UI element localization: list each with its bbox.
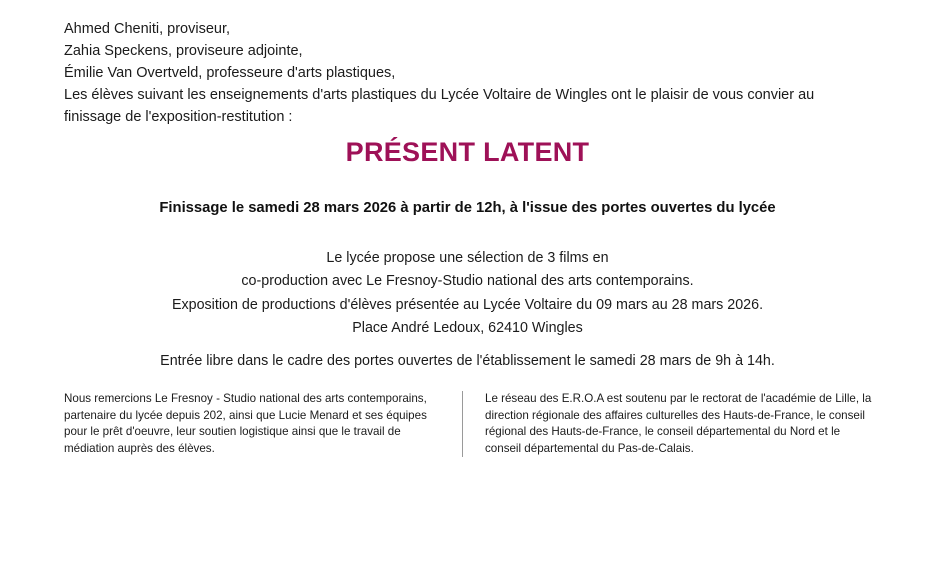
exposition-block xyxy=(0,294,935,340)
exposition-dates: Exposition de productions d'élèves présentée au Lycée Voltaire du 09 mars au 28 mars 2026. xyxy=(171,297,764,313)
intro-line-proviseure-adjointe: Zahia Speckens, proviseure adjointe, xyxy=(64,43,303,59)
films-block xyxy=(0,247,935,293)
intro-line-invitation: Les élèves suivant les enseignements d'arts plastiques du Lycée Voltaire de Wingles ont le plaisir de vous convier au finissage de l'exposition-restitution : xyxy=(64,87,819,125)
footer-right-text: Le réseau des E.R.O.A est soutenu par le rectorat de l'académie de Lille, la direction régionale des affaires culturelles des Hauts-de-France, le conseil régional des Hauts-de-France, le conseil départemental du Nord et le conseil départemental du Pas-de-Calais. xyxy=(485,392,872,455)
exposition-address: Place André Ledoux, 62410 Wingles xyxy=(352,320,583,336)
intro-line-proviseur: Ahmed Cheniti, proviseur, xyxy=(64,21,231,37)
page-title: PRÉSENT LATENT xyxy=(345,137,590,167)
footer-column-right xyxy=(462,391,872,457)
films-line-2: co-production avec Le Fresnoy-Studio national des arts contemporains. xyxy=(241,273,694,289)
footer-left-text: Nous remercions Le Fresnoy - Studio national des arts contemporains, partenaire du lycée depuis 202, ainsi que Lucie Menard et ses équipes pour le prêt d'oeuvre, leur soutien logistique ainsi que le travail de médiation auprès des élèves. xyxy=(64,392,427,455)
intro-line-professeure: Émilie Van Overtveld, professeure d'arts plastiques, xyxy=(64,65,396,81)
footer-column-left xyxy=(64,391,462,457)
intro-block xyxy=(64,18,864,128)
films-line-1: Le lycée propose une sélection de 3 films en xyxy=(326,250,609,266)
entry-info: Entrée libre dans le cadre des portes ouvertes de l'établissement le samedi 28 mars de 9h à 14h. xyxy=(160,353,775,369)
event-subtitle: Finissage le samedi 28 mars 2026 à partir de 12h, à l'issue des portes ouvertes du lycée xyxy=(159,200,776,216)
footer xyxy=(64,391,872,457)
